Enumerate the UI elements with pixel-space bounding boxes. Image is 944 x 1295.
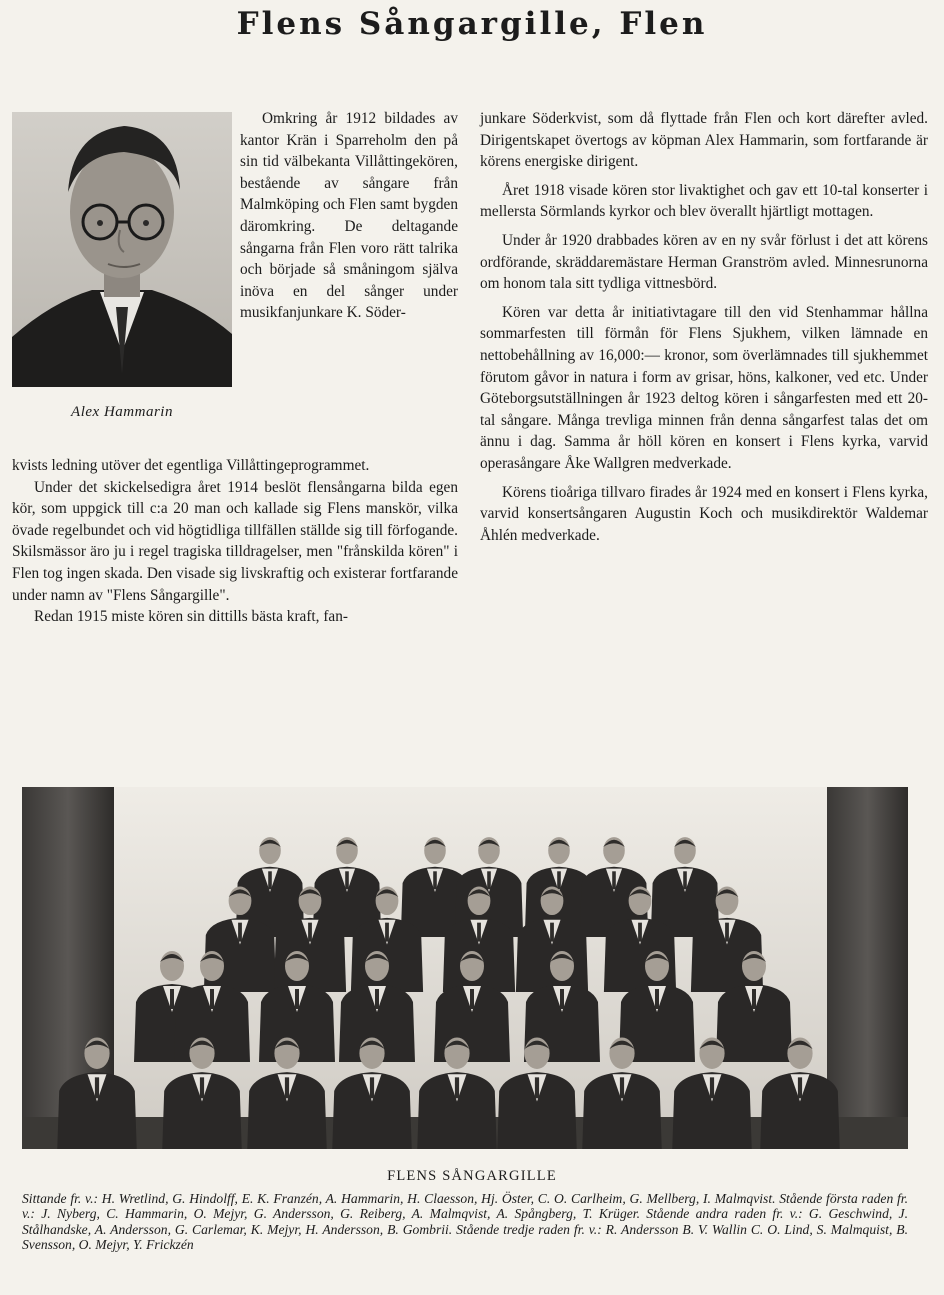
article-column-right [480,108,928,553]
article-column-bottom-left [12,455,458,628]
article-paragraph: Redan 1915 miste kören sin dittills bästa kraft, fan- [34,608,348,626]
article-paragraph: Året 1918 visade kören stor livaktighet och gav ett 10-tal konserter i mellersta Sörmlands kyrkor och blev överallt hjärtligt mottagen. [480,181,928,221]
article-paragraph: kvists ledning utöver det egentliga Villåttingeprogrammet. [12,457,370,474]
article-paragraph: Körens tioåriga tillvaro firades år 1924 med en konsert i Flens kyrka, varvid konsertsångaren Augustin Koch och musikdirektör Waldemar Åhlén medverkade. [480,483,928,544]
article-column-top-left [240,108,458,324]
article-paragraph: Under år 1920 drabbades kören av en ny svår förlust i det att körens ordförande, skräddaremästare Herman Granström avled. Minnesrunorna om honom tala sitt tydliga vittnesbörd. [480,231,928,293]
group-photo-names: Sittande fr. v.: H. Wretlind, G. Hindolff, E. K. Franzén, A. Hammarin, H. Claesson, Hj. Öster, C. O. Carlheim, G. Mellberg, I. Malmqvist. Stående första raden fr. v.: J. Nyberg, C. Hammarin, O. Mejyr, G. Andersson, G. Reiberg, A. Malmqvist, A. Spångberg, T. Krüger. Stående andra raden fr. v.: G. Geschwind, J. Stålhandske, A. Andersson, G. Carlemar, K. Mejyr, H. Andersson, B. Gombrii. Stående tredje raden fr. v.: R. Andersson B. V. Wallin C. O. Lind, S. Malmquist, B. Svensson, O. Mejyr, Y. Frickzén [22,1191,908,1252]
article-paragraph: Omkring år 1912 bildades av kantor Krän i Sparreholm den på sin tid välbekanta Villåttingekören, bestående av sångare från Malmköping och Flen samt bygden däromkring. De deltagande sångarna från Flen voro rätt talrika och började så småningom själva inöva en del sånger under musikfanjunkare K. Söder- [240,110,458,322]
article-paragraph: Under det skickelsedigra året 1914 beslöt flensångarna bilda egen kör, som uppgick till c:a 20 man och kallade sig Flens manskör, vilka övade regelbundet och vid högtidliga tillfällen ställde sig till förfogande. Skilsmässor äro ju i regel tragiska tilldragelser, men "frånskilda kören" i Flen tog ingen skada. Den visade sig livskraftig och existerar fortfarande under namn av "Flens Sångargille". [12,478,458,604]
group-photo-title: FLENS SÅNGARGILLE [387,1168,557,1184]
portrait-photo [12,112,232,387]
page-title: Flens Sångargille, Flen [236,6,708,42]
group-photo [22,787,908,1149]
article-paragraph: Kören var detta år initiativtagare till den vid Stenhammar hållna sommarfesten till förmån för Flens Sjukhem, vilken lämnade en nettobehållning av 16,000:— kronor, som överlämnades till sjukhemmet förutom gåvor in natura i form av grisar, höns, kalkoner, ved etc. Under Göteborgsutställningen år 1923 deltog kören i sångarfesten med ett 20-tal sångare. Många trevliga minnen från denna sångarfest talas det om ännu i dag. Samma år höll kören en konsert i Flens kyrka, varvid operasångare Åke Wallgren medverkade. [480,303,928,472]
portrait-caption: Alex Hammarin [71,404,173,420]
article-paragraph: junkare Söderkvist, som då flyttade från Flen och kort därefter avled. Dirigentskapet övertogs av köpman Alex Hammarin, som fortfarande är körens energiske dirigent. [480,110,928,171]
